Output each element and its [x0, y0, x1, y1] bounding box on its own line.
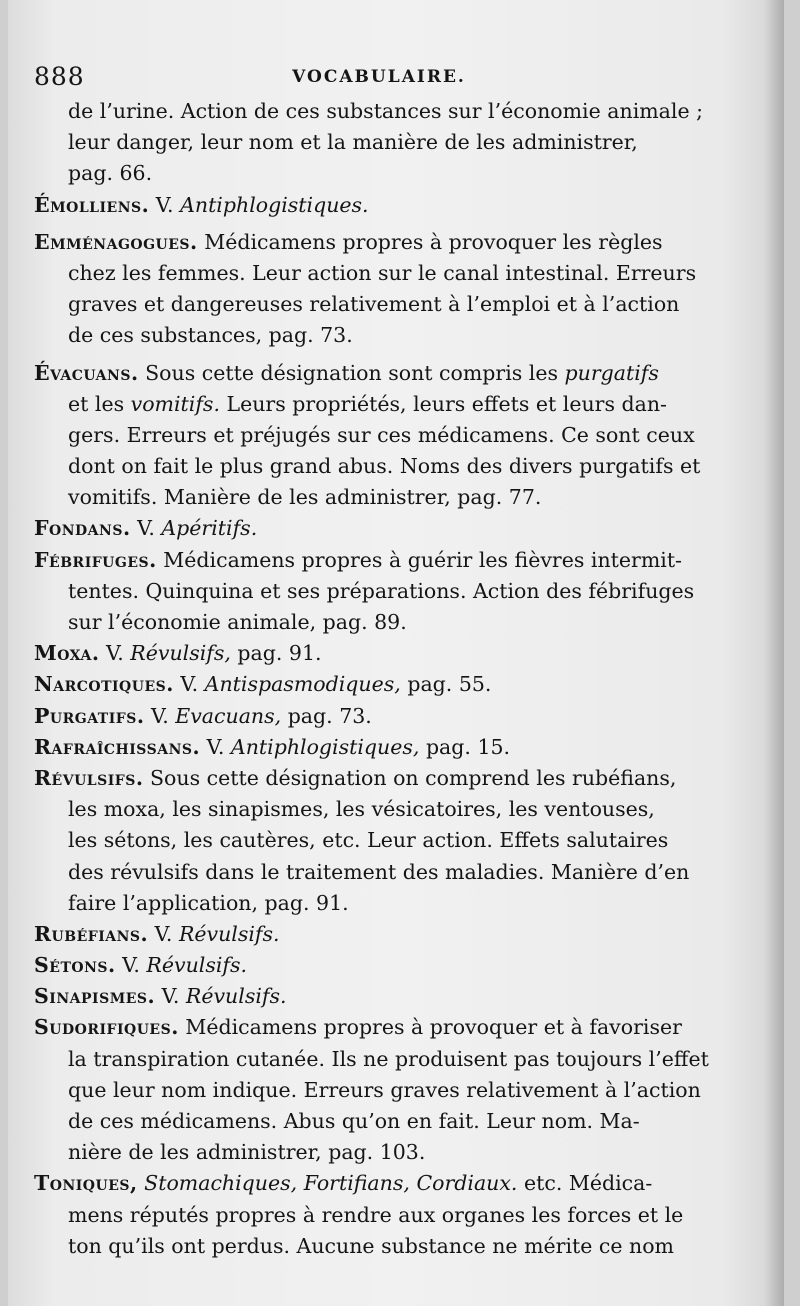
entry-line — [34, 919, 710, 950]
continuation-line — [34, 607, 710, 638]
cross-reference: Antispasmodiques, — [204, 672, 401, 697]
entry-term: Fébrifuges. — [34, 547, 157, 572]
continuation-line — [34, 420, 710, 451]
line-text: V. — [173, 672, 205, 697]
line-text: de ces médicamens. Abus qu’on en fait. Leur nom. Ma- — [68, 1109, 640, 1133]
line-text: pag. 66. — [68, 161, 153, 186]
line-text: vomitifs. Manière de les administrer, pag. 77. — [68, 485, 542, 510]
book-page — [8, 0, 784, 1306]
entry-line — [34, 190, 710, 221]
entry-term: Rubéfians. — [34, 921, 149, 946]
entry-term: Révulsifs. — [34, 765, 144, 790]
entry-line — [34, 1012, 710, 1043]
entry-line — [34, 638, 710, 669]
entry-term: Toniques, — [34, 1171, 138, 1196]
line-text: pag. 91. — [230, 641, 322, 666]
page-header — [34, 62, 724, 96]
entry-term: Moxa. — [34, 641, 100, 666]
continuation-line — [34, 1200, 710, 1231]
continuation-line — [34, 320, 710, 351]
entry-line — [34, 732, 710, 763]
entry-line — [34, 513, 710, 544]
line-text: pag. 55. — [400, 672, 492, 697]
line-text: faire l’application, pag. 91. — [68, 890, 349, 915]
line-text: pag. 15. — [419, 734, 511, 759]
entry-term: Sinapismes. — [34, 984, 156, 1009]
entry-term: Émolliens. — [34, 192, 150, 217]
cross-reference: purgatifs — [564, 360, 659, 385]
line-text: Sous cette désignation sont compris les — [138, 360, 565, 385]
line-text: de l’urine. Action de ces substances sur l’économie animale ; — [68, 99, 704, 123]
line-text: nière de les administrer, pag. 103. — [68, 1140, 426, 1165]
running-head: VOCABULAIRE. — [292, 67, 466, 87]
line-text: V. — [115, 953, 147, 978]
line-text: V. — [149, 192, 181, 217]
continuation-line — [34, 794, 710, 825]
cross-reference: Révulsifs. — [178, 921, 280, 946]
line-text: tentes. Quinquina et ses préparations. Action des fébrifuges — [68, 578, 695, 603]
line-text: graves et dangereuses relativement à l’emploi et à l’action — [68, 292, 680, 317]
entry-line — [34, 763, 710, 794]
line-text: des révulsifs dans le traitement des maladies. Manière d’en — [68, 859, 690, 884]
continuation-line — [34, 576, 710, 607]
entry-term: Fondans. — [34, 516, 131, 541]
entry-term: Rafraîchissans. — [34, 734, 201, 759]
entry-term: Emménagogues. — [34, 229, 198, 254]
entry-term: Sétons. — [34, 953, 116, 978]
vocabulary-text — [34, 96, 710, 1262]
entry-line — [34, 358, 710, 389]
line-text: V. — [130, 516, 162, 541]
entry-term: Purgatifs. — [34, 703, 145, 728]
continuation-line — [34, 389, 710, 420]
continuation-line — [34, 825, 710, 856]
continuation-line — [34, 96, 710, 127]
line-text: etc. Médica- — [517, 1171, 653, 1196]
line-text: Médicamens propres à guérir les fièvres intermit- — [156, 547, 682, 572]
cross-reference: Evacuans, — [175, 703, 282, 728]
cross-reference: Antiphlogistiques, — [230, 734, 420, 759]
line-text: Leurs propriétés, leurs effets et leurs dan- — [219, 391, 667, 416]
continuation-line — [34, 1137, 710, 1168]
line-text: V. — [200, 734, 231, 759]
cross-reference: Révulsifs. — [146, 953, 248, 978]
page-number: 888 — [34, 62, 85, 91]
line-text: mens réputés propres à rendre aux organes les forces et le — [68, 1202, 684, 1227]
line-text: de ces substances, pag. 73. — [68, 323, 353, 348]
page-edge-shadow — [764, 0, 784, 1306]
line-text: leur danger, leur nom et la manière de les administrer, — [68, 130, 638, 155]
cross-reference: Cordiaux. — [416, 1171, 518, 1196]
line-text: sur l’économie animale, pag. 89. — [68, 610, 407, 634]
entry-line — [34, 1168, 710, 1199]
line-text: V. — [155, 984, 186, 1009]
continuation-line — [34, 127, 710, 158]
line-text: les moxa, les sinapismes, les vésicatoires, les ventouses, — [68, 797, 655, 822]
entry-line — [34, 981, 710, 1012]
cross-reference: Révulsifs. — [185, 984, 287, 1009]
line-text: que leur nom indique. Erreurs graves relativement à l’action — [68, 1077, 701, 1102]
cross-reference: Apéritifs. — [161, 516, 258, 541]
continuation-line — [34, 258, 710, 289]
entry-line — [34, 545, 710, 576]
line-text: et les — [68, 391, 131, 416]
continuation-line — [34, 1075, 710, 1106]
line-text: les sétons, les cautères, etc. Leur action. Effets salutaires — [68, 828, 669, 853]
line-text: V. — [144, 703, 176, 728]
entry-line — [34, 701, 710, 732]
line-text: chez les femmes. Leur action sur le canal intestinal. Erreurs — [68, 260, 697, 285]
continuation-line — [34, 1044, 710, 1075]
entry-line — [34, 669, 710, 700]
entry-line — [34, 227, 710, 258]
entry-line — [34, 950, 710, 981]
line-text: ton qu’ils ont perdus. Aucune substance ne mérite ce nom — [68, 1233, 675, 1258]
continuation-line — [34, 289, 710, 320]
line-text: V. — [148, 921, 179, 946]
continuation-line — [34, 1231, 710, 1262]
continuation-line — [34, 888, 710, 919]
line-text: Médicamens propres à provoquer et à favoriser — [178, 1015, 682, 1040]
cross-reference: Révulsifs, — [130, 641, 231, 666]
continuation-line — [34, 158, 710, 189]
cross-reference: Stomachiques, — [144, 1171, 298, 1196]
line-text: gers. Erreurs et préjugés sur ces médicamens. Ce sont ceux — [68, 422, 695, 447]
line-text: V. — [99, 641, 131, 666]
continuation-line — [34, 482, 710, 513]
continuation-line — [34, 1106, 710, 1137]
continuation-line — [34, 857, 710, 888]
line-text: pag. 73. — [281, 703, 372, 728]
cross-reference: vomitifs. — [130, 391, 220, 416]
entry-term: Sudorifiques. — [34, 1015, 179, 1040]
line-text: dont on fait le plus grand abus. Noms des divers purgatifs et — [68, 454, 701, 479]
line-text: Sous cette désignation on comprend les rubéfians, — [143, 765, 677, 790]
continuation-line — [34, 451, 710, 482]
line-text: la transpiration cutanée. Ils ne produisent pas toujours l’effet — [68, 1046, 709, 1071]
entry-term: Narcotiques. — [34, 672, 174, 697]
cross-reference: Fortifians, — [303, 1171, 410, 1196]
entry-term: Évacuans. — [34, 360, 139, 385]
line-text: Médicamens propres à provoquer les règles — [197, 229, 663, 254]
cross-reference: Antiphlogistiques. — [180, 192, 369, 217]
